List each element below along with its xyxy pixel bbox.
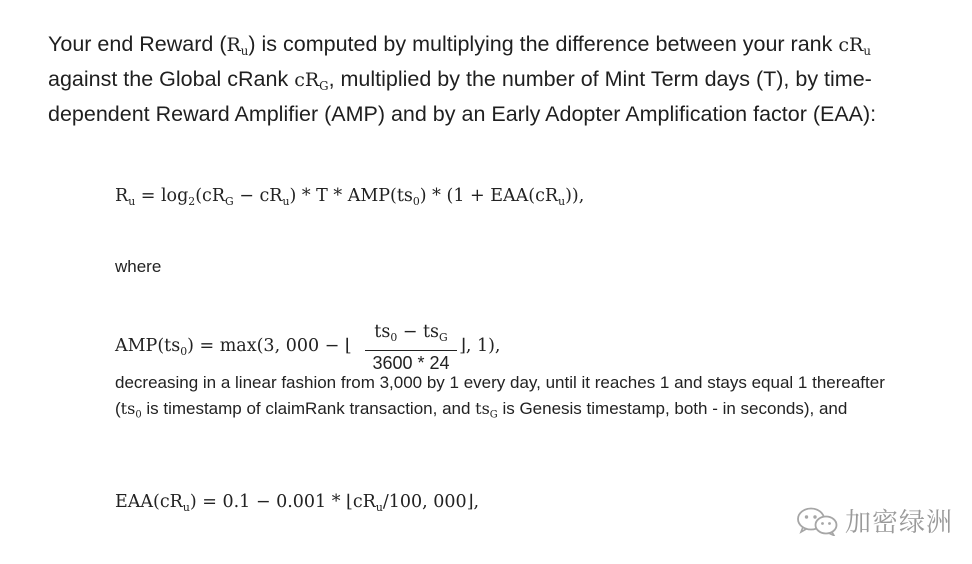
amp-formula-lhs: $AMP(ts_0) = \max(3$, 000 − ⌊ xyxy=(115,336,352,358)
wechat-icon xyxy=(795,506,839,536)
fraction-denominator: 3600 * 24 xyxy=(372,353,450,374)
intro-text: , multiplied by the number of Mint Term days (T), by time-dependent Reward Amplifier (AMP) and by an Early Adopter Amplification factor (EAA): xyxy=(48,67,877,127)
where-label: where xyxy=(115,257,162,276)
amp-fraction xyxy=(365,322,457,373)
symbol-tsg: $ts_G$ xyxy=(475,398,498,420)
symbol-ru: $R_u$ xyxy=(226,34,249,59)
eaa-formula: $EAA(cR_u) = 0.1 - 0.001$ * $⌊cR_u/100$, 000⌋, xyxy=(115,492,480,514)
intro-text: against the Global cRank xyxy=(48,67,295,92)
symbol-crg: $cR_G$ xyxy=(294,69,329,94)
intro-text: Your end Reward ( xyxy=(48,32,227,56)
symbol-ts0: $ts_0$ xyxy=(120,398,142,420)
amp-formula-rhs: ⌋, 1), xyxy=(459,336,501,356)
amp-description: decreasing in a linear fashion from 3,000 by 1 every day, until it reaches 1 and stays equal 1 thereafter ($ts_0$ is timestamp of claimRank transaction, and $ts_G$ is Genesis timestamp, both - in seconds), and xyxy=(115,373,885,420)
fraction-numerator: $ts_0 - ts_G$ xyxy=(374,322,448,344)
fraction-bar xyxy=(365,350,457,351)
symbol-cru: $cR_u$ xyxy=(838,34,871,59)
reward-formula: $R_u = \log_2(cR_G - cR_u) * T * AMP(ts_0) * (1 + EAA(cR_u))$, xyxy=(115,186,585,208)
watermark-text: 加密绿洲 xyxy=(845,507,954,537)
intro-paragraph xyxy=(48,30,928,128)
watermark xyxy=(795,502,953,539)
intro-text: ) is computed by multiplying the difference between your rank xyxy=(248,32,839,56)
